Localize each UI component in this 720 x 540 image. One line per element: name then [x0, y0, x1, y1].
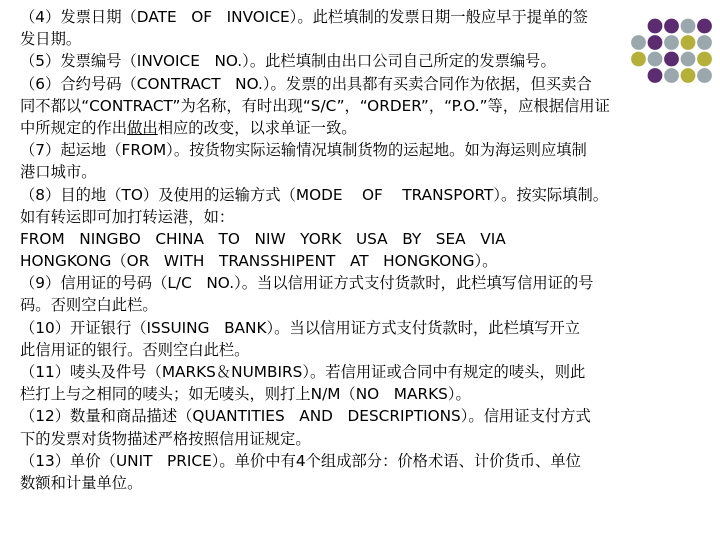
text-line: FROM NINGBO CHINA TO NIW YORK USA BY SEA VIA: [20, 229, 506, 248]
text-line: （11）唛头及件号（MARKS＆NUMBIRS）。若信用证或合同中有规定的唛头，则此: [20, 363, 586, 381]
text-line: （10）开证银行（ISSUING BANK）。当以信用证方式支付货款时，此栏填写开立: [20, 318, 581, 337]
text-line: 栏打上与之相同的唛头；如无唛头，则打上N/M（NO MARKS）。: [20, 385, 471, 404]
text-segment: 相应的改变，以求单证一致。: [157, 118, 357, 137]
text-line: （12）数量和商品描述（QUANTITIES AND DESCRIPTIONS）。信用证支付方式: [20, 407, 591, 426]
text-line: HONGKONG（OR WITH TRANSSHIPENT AT HONGKONG）。: [20, 252, 498, 271]
paragraph-quantities: [20, 405, 710, 449]
paragraph-from: [20, 139, 710, 183]
text-line: 发日期。: [20, 30, 82, 49]
document-body: [20, 6, 710, 494]
text-line: 数额和计量单位。: [20, 473, 143, 492]
text-line: 如有转运即可加打转运港，如：: [20, 207, 235, 226]
text-line: （13）单价（UNIT PRICE）。单价中有4个组成部分：价格术语、计价货币、单位: [20, 451, 581, 470]
text-line: （7）起运地（FROM）。按货物实际运输情况填制货物的运起地。如为海运则应填制: [20, 141, 587, 160]
text-line: 下的发票对货物描述严格按照信用证规定。: [20, 429, 311, 448]
text-line: （5）发票编号（INVOICE NO.）。此栏填制由出口公司自己所定的发票编号。: [20, 52, 556, 71]
text-line: （6）合约号码（CONTRACT NO.）。发票的出具都有买卖合同作为依据，但买卖合: [20, 74, 592, 93]
text-line: 港口城市。: [20, 163, 97, 182]
paragraph-unit-price: [20, 450, 710, 494]
underlined-text: 做出: [127, 118, 158, 137]
paragraph-invoice-date: [20, 6, 710, 50]
paragraph-issuing-bank: [20, 317, 710, 361]
paragraph-invoice-no: [20, 50, 710, 72]
paragraph-lc-no: [20, 272, 710, 316]
text-line: 同不都以“CONTRACT”为名称，有时出现“S/C”，“ORDER”，“P.O.”等，应根据信用证: [20, 96, 610, 115]
text-line: 码。否则空白此栏。: [20, 296, 158, 315]
text-line: [20, 117, 710, 139]
paragraph-contract-no: [20, 73, 710, 140]
paragraph-to-transport: [20, 184, 710, 273]
text-line: （4）发票日期（DATE OF INVOICE）。此栏填制的发票日期一般应早于提单的签: [20, 8, 588, 26]
text-line: （9）信用证的号码（L/C NO.）。当以信用证方式支付货款时，此栏填写信用证的号: [20, 274, 594, 293]
text-segment: 中所规定的作出: [20, 118, 128, 137]
paragraph-marks: [20, 361, 710, 405]
text-line: 此信用证的银行。否则空白此栏。: [20, 340, 250, 359]
text-line: （8）目的地（TO）及使用的运输方式（MODE OF TRANSPORT）。按实际填制。: [20, 185, 609, 204]
